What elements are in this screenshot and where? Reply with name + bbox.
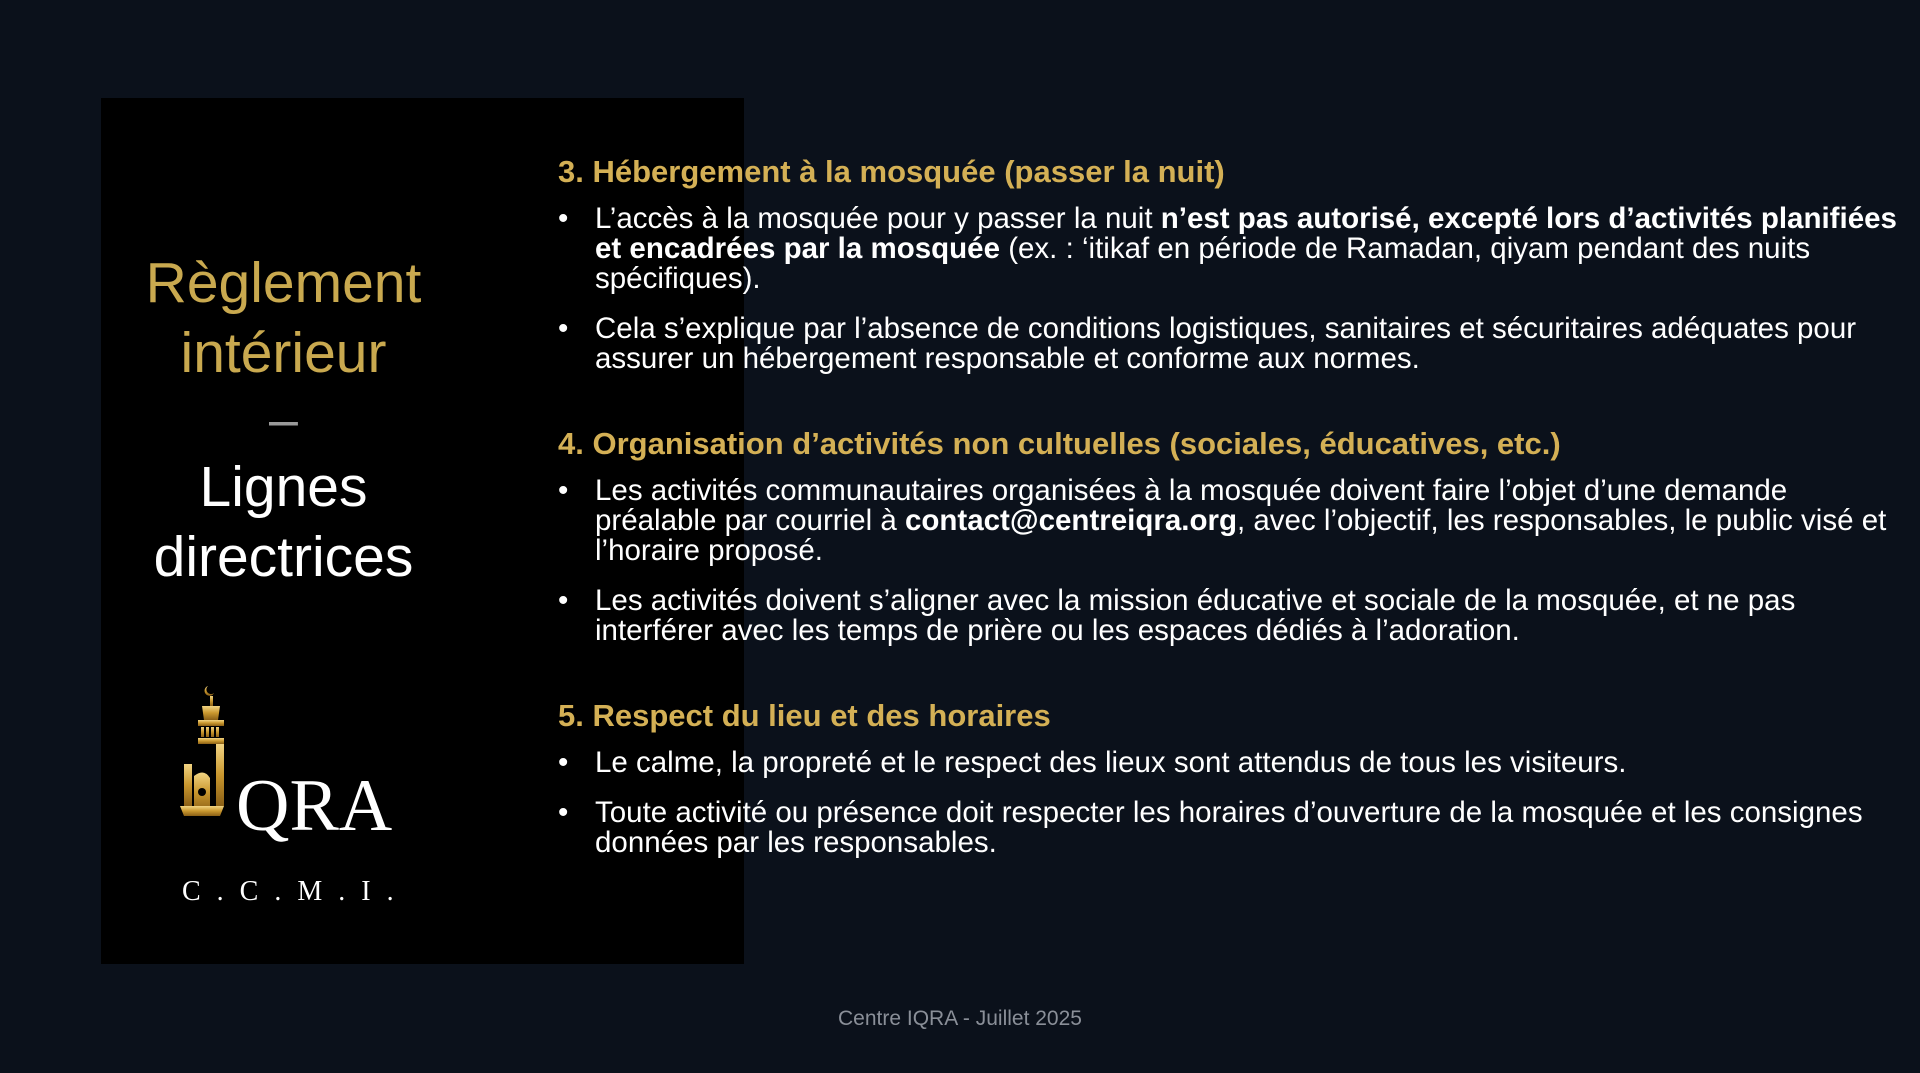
bullet-item	[558, 586, 1903, 646]
content-area	[558, 150, 1903, 878]
text: Toute activité ou présence doit respecter les horaires d’ouverture de la mosquée et les consignes données par les responsables.	[595, 796, 1863, 859]
bullet-list	[558, 476, 1903, 646]
bullet-item	[558, 314, 1903, 374]
text: L’accès à la mosquée pour y passer la nuit	[595, 202, 1161, 235]
text: Les activités doivent s’aligner avec la mission éducative et sociale de la mosquée, et ne pas interférer avec les temps de prière ou les espaces dédiés à l’adoration.	[595, 584, 1796, 647]
bullet-list	[558, 748, 1903, 858]
text: Cela s’explique par l’absence de conditions logistiques, sanitaires et sécuritaires adéquates pour assurer un hébergement responsable et conforme aux normes.	[595, 312, 1857, 375]
text: , avec l’objectif, les responsables, le public visé et l’horaire proposé.	[595, 504, 1887, 567]
section	[558, 150, 1903, 374]
iqra-logo	[180, 682, 420, 912]
footer: Centre IQRA - Juillet 2025	[838, 1007, 1082, 1030]
title-dash: –	[269, 391, 298, 449]
bullet-item	[558, 798, 1903, 858]
text: Les activités communautaires organisées à la mosquée doivent faire l’objet d’une demande préalable par courriel à	[595, 474, 1788, 537]
bold-text: contact@centreiqra.org	[904, 504, 1237, 537]
text: Le calme, la propreté et le respect des lieux sont attendus de tous les visiteurs.	[595, 746, 1627, 779]
title-line-2: intérieur	[180, 321, 387, 385]
section	[558, 694, 1903, 858]
text: (ex. : ‘itikaf en période de Ramadan, qiyam pendant des nuits spécifiques).	[595, 232, 1811, 295]
bullet-item	[558, 204, 1903, 294]
logo-subtext: C.C.M.I.	[182, 876, 410, 907]
bold-text: n’est pas autorisé, excepté lors d’activités planifiées et encadrées par la mosquée	[595, 202, 1897, 265]
title-line-1: Règlement	[145, 251, 422, 315]
bullet-list	[558, 204, 1903, 374]
logo-text: QRA	[236, 765, 393, 847]
section-title: 4. Organisation d’activités non cultuelles (sociales, éducatives, etc.)	[558, 426, 1561, 461]
section	[558, 422, 1903, 646]
bullet-item	[558, 748, 1903, 778]
bullet-item	[558, 476, 1903, 566]
subtitle-line-1: Lignes	[199, 455, 368, 519]
title-block	[101, 248, 466, 592]
minaret-icon	[180, 686, 224, 816]
section-title: 3. Hébergement à la mosquée (passer la nuit)	[558, 154, 1225, 189]
section-title: 5. Respect du lieu et des horaires	[558, 698, 1051, 733]
subtitle-line-2: directrices	[153, 525, 414, 589]
